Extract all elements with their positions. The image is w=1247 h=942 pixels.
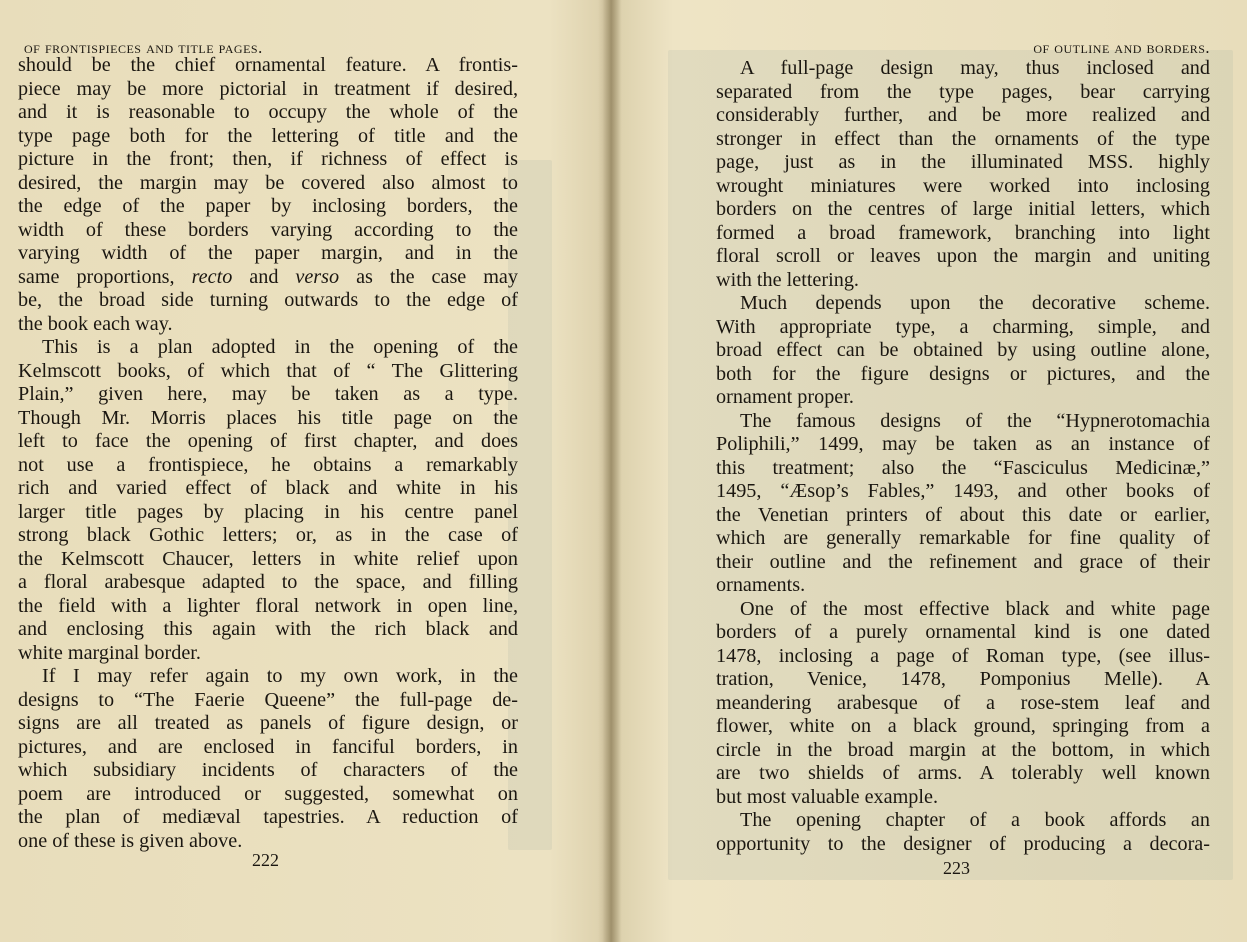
text-line: separated from the type pages, bear carrying bbox=[716, 80, 1210, 103]
text-line: formed a broad framework, branching into light bbox=[716, 221, 1210, 244]
book-gutter bbox=[598, 0, 622, 942]
text-line: ornament proper. bbox=[716, 386, 854, 408]
text-line: This is a plan adopted in the opening of the bbox=[42, 336, 518, 358]
text-line: floral scroll or leaves upon the margin and uniting bbox=[716, 245, 1210, 267]
text-line: with the lettering. bbox=[716, 268, 859, 291]
text-line: and it is reasonable to occupy the whole of the bbox=[18, 101, 518, 123]
text-line: this treatment; also the “Fasciculus Medicinæ,” bbox=[716, 456, 1210, 479]
text-line: 1478, inclosing a page of Roman type, (see illus- bbox=[716, 644, 1210, 667]
text-line: width of these borders varying according to the bbox=[18, 218, 518, 241]
text-line: white marginal border. bbox=[18, 641, 201, 664]
text-line: borders on the centres of large initial letters, which bbox=[716, 198, 1210, 220]
text-line: circle in the broad margin at the bottom, in which bbox=[716, 738, 1210, 761]
text-line: stronger in effect than the ornaments of the type bbox=[716, 127, 1210, 150]
text-line: The opening chapter of a book affords an bbox=[740, 809, 1210, 831]
text-line: their outline and the refinement and grace of their bbox=[716, 550, 1210, 573]
text-line: and enclosing this again with the rich black and bbox=[18, 618, 518, 640]
right-page-number: 223 bbox=[943, 858, 970, 878]
text-line: the Venetian printers of about this date or earlier, bbox=[716, 503, 1210, 526]
text-line: left to face the opening of first chapter, and does bbox=[18, 430, 518, 452]
left-running-head: of frontispieces and title pages. bbox=[24, 38, 263, 57]
text-line: same proportions, recto and verso as the case may bbox=[18, 265, 518, 288]
text-line: The famous designs of the “Hypnerotomachia bbox=[740, 409, 1210, 432]
text-line: piece may be more pictorial in treatment if desired, bbox=[18, 77, 518, 100]
text-line: 1495, “Æsop’s Fables,” 1493, and other books of bbox=[716, 480, 1210, 502]
text-line: Much depends upon the decorative scheme. bbox=[740, 292, 1210, 314]
text-line: which subsidiary incidents of characters of the bbox=[18, 759, 518, 781]
text-line: the field with a lighter floral network in open line, bbox=[18, 594, 518, 617]
text-line: not use a frontispiece, he obtains a remarkably bbox=[18, 453, 518, 476]
text-line: one of these is given above. bbox=[18, 829, 243, 852]
text-line: be, the broad side turning outwards to the edge of bbox=[18, 289, 518, 311]
left-page-text bbox=[18, 54, 518, 853]
text-line: Poliphili,” 1499, may be taken as an instance of bbox=[716, 433, 1210, 455]
text-line: strong black Gothic letters; or, as in the case of bbox=[18, 524, 518, 546]
text-line: which are generally remarkable for fine quality of bbox=[716, 527, 1210, 549]
text-line: both for the figure designs or pictures, and the bbox=[716, 362, 1210, 385]
text-line: ornaments. bbox=[716, 574, 806, 596]
text-line: Though Mr. Morris places his title page on the bbox=[18, 406, 518, 429]
text-line: are two shields of arms. A tolerably well known bbox=[716, 762, 1210, 784]
text-line: pictures, and are enclosed in fanciful borders, in bbox=[18, 735, 518, 758]
text-line: but most valuable example. bbox=[716, 785, 939, 808]
right-running-head: of outline and borders. bbox=[1033, 38, 1210, 57]
text-line: broad effect can be obtained by using outline alone, bbox=[716, 339, 1210, 361]
text-line: desired, the margin may be covered also almost to bbox=[18, 171, 518, 194]
text-line: poem are introduced or suggested, somewhat on bbox=[18, 782, 518, 805]
text-line: the book each way. bbox=[18, 312, 173, 335]
text-line: rich and varied effect of black and white in his bbox=[18, 477, 518, 499]
text-line: larger title pages by placing in his centre panel bbox=[18, 500, 518, 523]
text-line: the edge of the paper by inclosing borders, the bbox=[18, 195, 518, 217]
text-line: meandering arabesque of a rose-stem leaf and bbox=[716, 691, 1210, 714]
text-line: borders of a purely ornamental kind is one dated bbox=[716, 621, 1210, 643]
text-line: should be the chief ornamental feature. A frontis- bbox=[18, 54, 518, 76]
text-line: designs to “The Faerie Queene” the full-page de- bbox=[18, 688, 518, 711]
text-line: varying width of the paper margin, and in the bbox=[18, 242, 518, 264]
text-line: tration, Venice, 1478, Pomponius Melle). A bbox=[716, 668, 1210, 690]
text-line: picture in the front; then, if richness of effect is bbox=[18, 148, 518, 170]
italic-word: verso bbox=[295, 265, 340, 288]
text-line: page, just as in the illuminated MSS. highly bbox=[716, 151, 1210, 173]
italic-word: recto bbox=[191, 265, 233, 288]
text-line: Plain,” given here, may be taken as a type. bbox=[18, 383, 518, 405]
text-line: One of the most effective black and white page bbox=[740, 597, 1210, 620]
text-line: A full-page design may, thus inclosed and bbox=[740, 57, 1210, 79]
text-line: opportunity to the designer of producing a decora- bbox=[716, 832, 1210, 855]
right-page-text bbox=[716, 57, 1210, 856]
text-line: flower, white on a black ground, springing from a bbox=[716, 715, 1210, 737]
text-line: considerably further, and be more realized and bbox=[716, 104, 1210, 126]
text-line: the Kelmscott Chaucer, letters in white relief upon bbox=[18, 547, 518, 570]
text-line: With appropriate type, a charming, simple, and bbox=[716, 315, 1210, 338]
text-line: the plan of mediæval tapestries. A reduction of bbox=[18, 806, 518, 828]
text-line: wrought miniatures were worked into inclosing bbox=[716, 174, 1210, 197]
text-line: Kelmscott books, of which that of “ The Glittering bbox=[18, 359, 518, 382]
text-line: type page both for the lettering of title and the bbox=[18, 124, 518, 147]
left-page-number: 222 bbox=[252, 850, 279, 870]
text-line: signs are all treated as panels of figure design, or bbox=[18, 712, 518, 734]
text-line: a floral arabesque adapted to the space, and filling bbox=[18, 571, 518, 593]
text-line: If I may refer again to my own work, in the bbox=[42, 665, 518, 687]
